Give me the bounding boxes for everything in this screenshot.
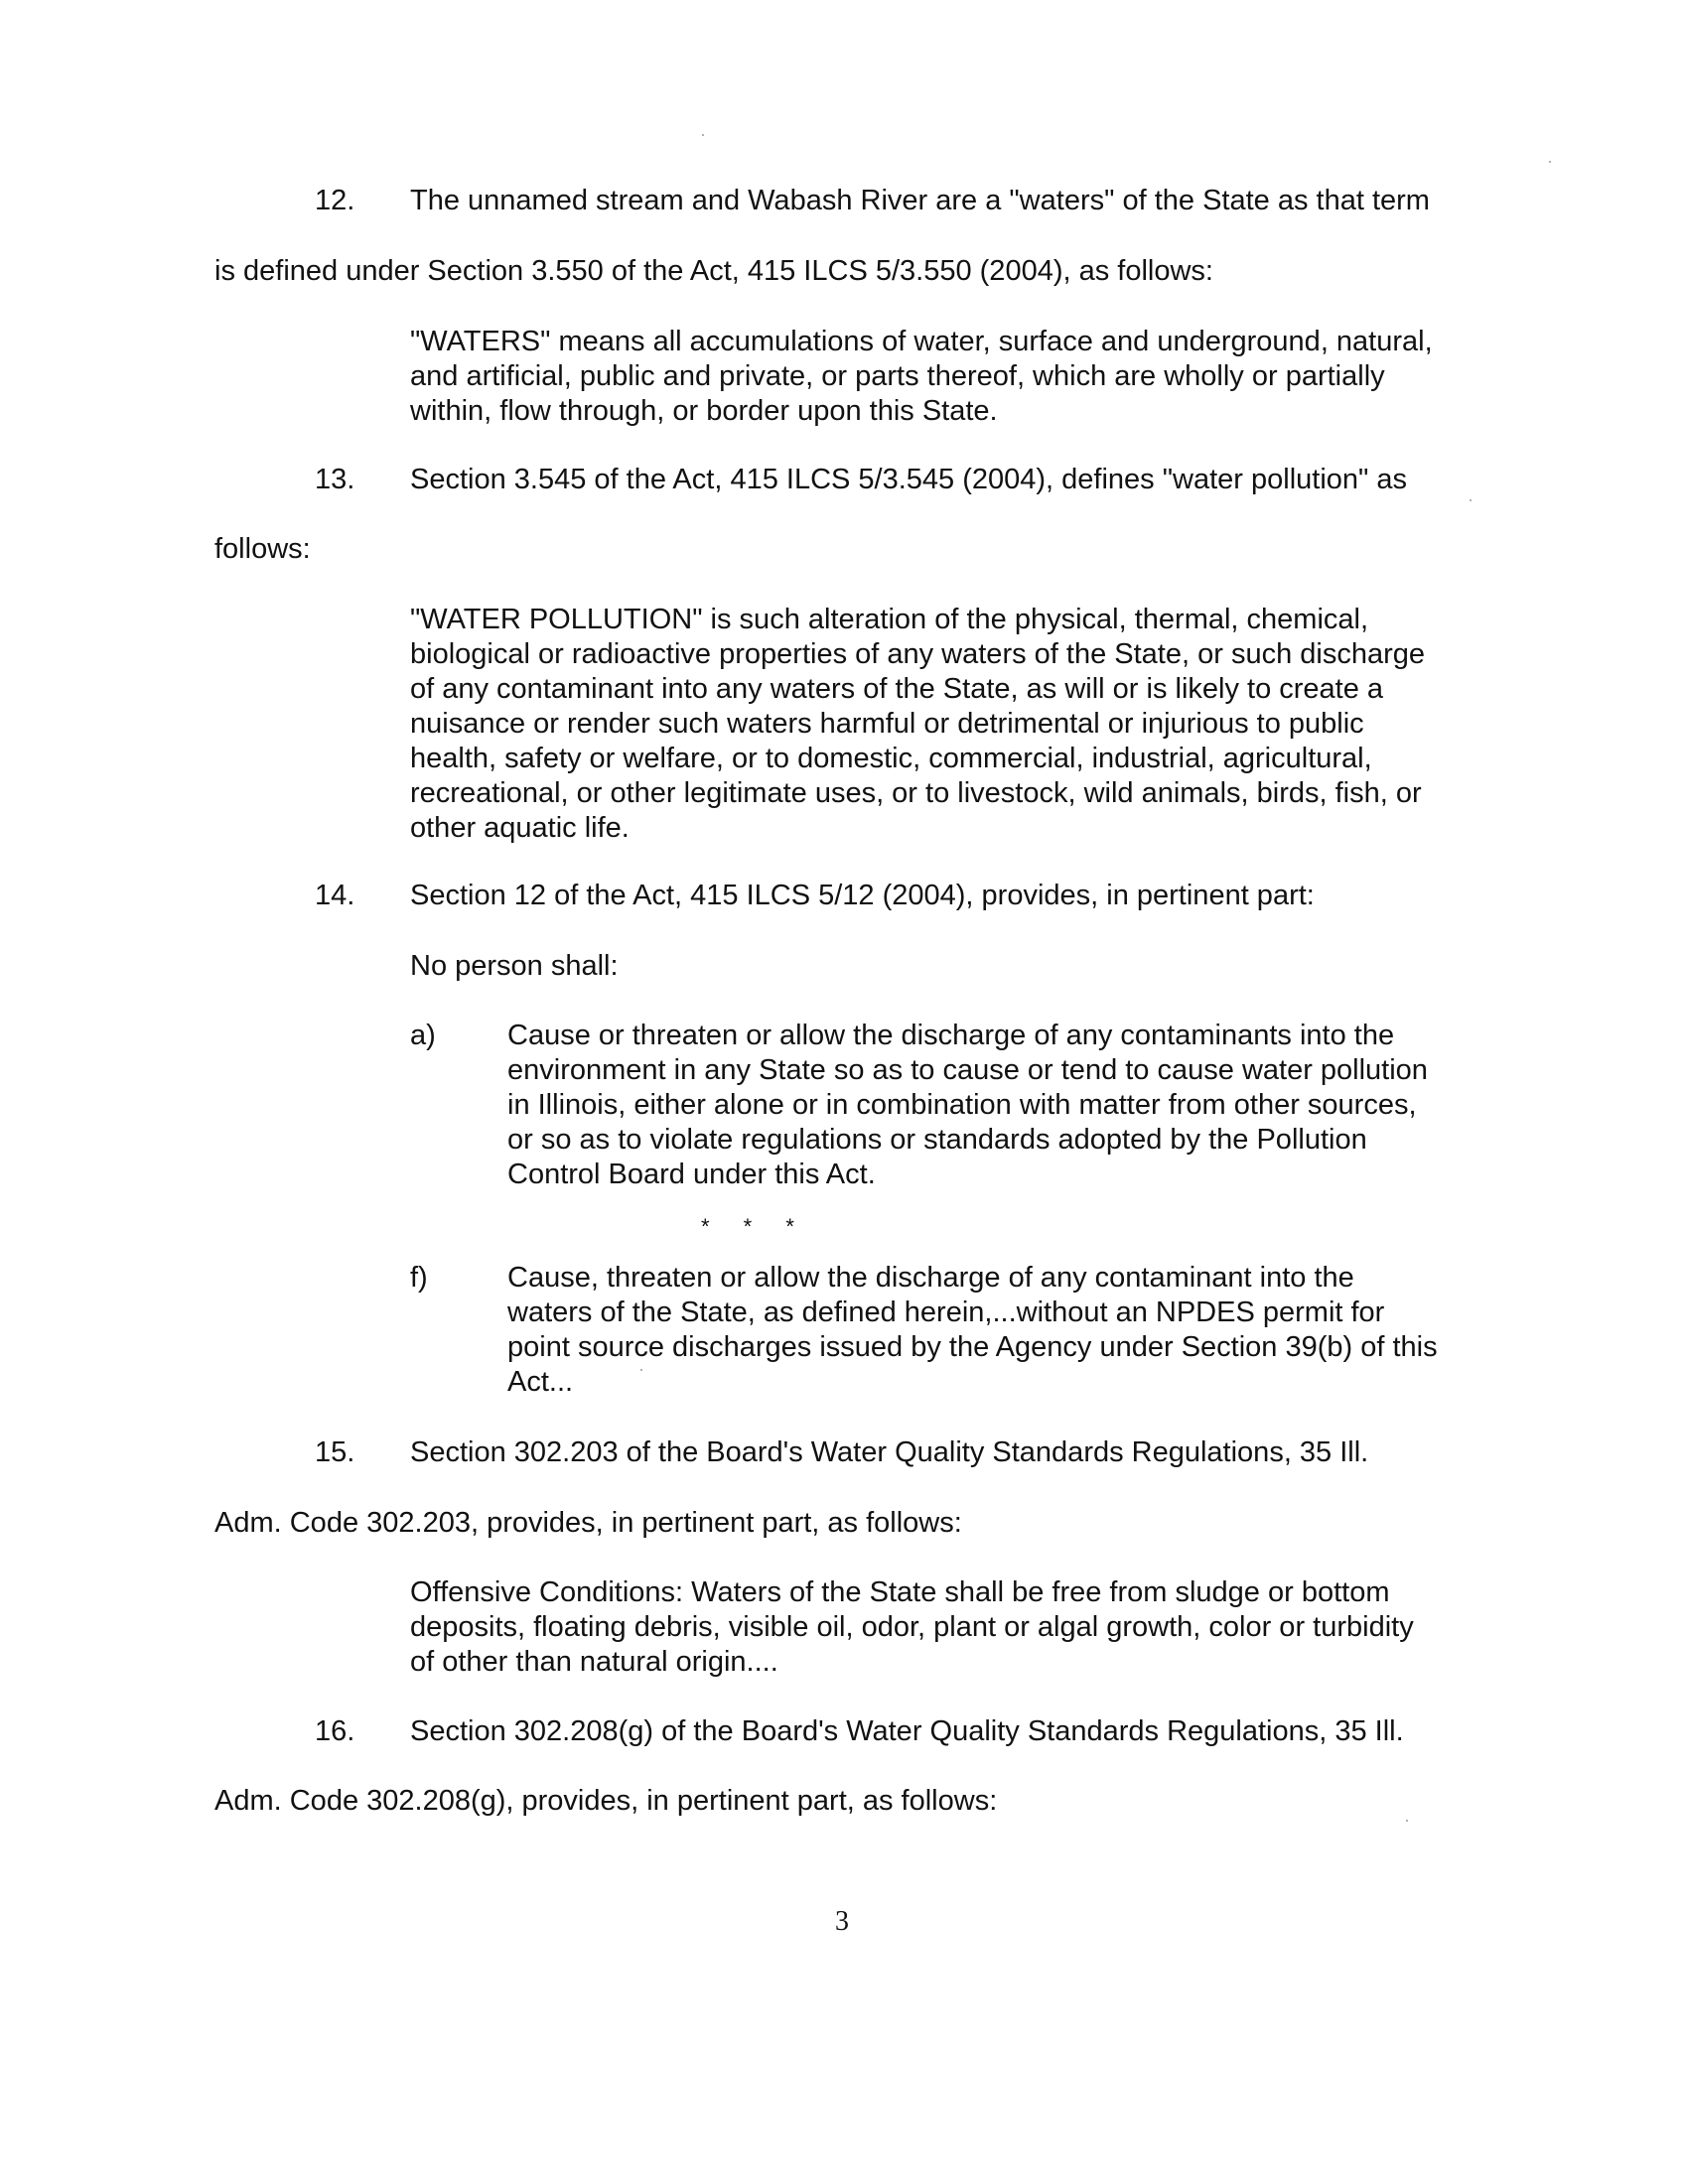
item-line: environment in any State so as to cause or tend to cause water pollution [507,1054,1428,1086]
paragraph-13-continuation: follows: [214,533,311,565]
scan-speck [1549,161,1551,163]
paragraph-13-number: 13. [315,464,355,495]
scan-speck [1470,499,1472,501]
scan-speck [1406,1820,1408,1822]
paragraph-14-lead: Section 12 of the Act, 415 ILCS 5/12 (2004), provides, in pertinent part: [410,880,1315,911]
quote-line: and artificial, public and private, or parts thereof, which are wholly or partially [410,360,1385,392]
quote-line: Offensive Conditions: Waters of the State shall be free from sludge or bottom [410,1576,1390,1608]
item-line: in Illinois, either alone or in combination with matter from other sources, [507,1089,1417,1121]
quote-line: biological or radioactive properties of any waters of the State, or such discharge [410,638,1425,670]
paragraph-12-number: 12. [315,185,355,216]
paragraph-13-lead: Section 3.545 of the Act, 415 ILCS 5/3.545 (2004), defines "water pollution" as [410,464,1408,495]
quote-line: "WATERS" means all accumulations of water, surface and underground, natural, [410,326,1433,357]
item-f-label: f) [410,1262,428,1294]
item-line: waters of the State, as defined herein,...without an NPDES permit for [507,1297,1385,1328]
item-line: Act... [507,1366,574,1398]
item-a-text [507,1019,1500,1192]
quote-line: deposits, floating debris, visible oil, odor, plant or algal growth, color or turbidity [410,1611,1414,1643]
quote-line: of any contaminant into any waters of the State, as will or is likely to create a [410,673,1384,705]
paragraph-15-quote [410,1575,1497,1680]
scan-speck [640,1369,642,1371]
scan-speck [702,134,704,136]
quote-line: "WATER POLLUTION" is such alteration of the physical, thermal, chemical, [410,604,1369,635]
paragraph-12-quote [410,325,1497,429]
quote-line: within, flow through, or border upon this State. [410,395,998,427]
quote-line: nuisance or render such waters harmful or detrimental or injurious to public [410,708,1364,740]
page-number: 3 [835,1906,849,1937]
paragraph-16-continuation: Adm. Code 302.208(g), provides, in pertinent part, as follows: [214,1785,998,1817]
quote-line: of other than natural origin.... [410,1646,778,1678]
omission-stars: * * * [701,1214,808,1239]
item-line: or so as to violate regulations or standards adopted by the Pollution [507,1124,1367,1156]
paragraph-12-continuation: is defined under Section 3.550 of the Act, 415 ILCS 5/3.550 (2004), as follows: [214,255,1213,287]
paragraph-14-intro: No person shall: [410,950,619,982]
quote-line: other aquatic life. [410,812,630,844]
item-line: Cause or threaten or allow the discharge of any contaminants into the [507,1020,1395,1051]
item-a-label: a) [410,1020,436,1051]
paragraph-15-continuation: Adm. Code 302.203, provides, in pertinent part, as follows: [214,1507,962,1539]
paragraph-15-number: 15. [315,1436,355,1468]
item-line: point source discharges issued by the Agency under Section 39(b) of this [507,1331,1438,1363]
paragraph-15-lead: Section 302.203 of the Board's Water Quality Standards Regulations, 35 Ill. [410,1436,1369,1468]
paragraph-16-lead: Section 302.208(g) of the Board's Water Quality Standards Regulations, 35 Ill. [410,1715,1404,1747]
quote-line: health, safety or welfare, or to domestic, commercial, industrial, agricultural, [410,743,1372,774]
quote-line: recreational, or other legitimate uses, or to livestock, wild animals, birds, fish, or [410,777,1422,809]
paragraph-13-quote [410,603,1497,846]
item-line: Cause, threaten or allow the discharge of any contaminant into the [507,1262,1354,1294]
item-f-text [507,1261,1500,1400]
item-line: Control Board under this Act. [507,1159,876,1190]
paragraph-12-lead: The unnamed stream and Wabash River are a "waters" of the State as that term [410,185,1430,216]
paragraph-16-number: 16. [315,1715,355,1747]
paragraph-14-number: 14. [315,880,355,911]
